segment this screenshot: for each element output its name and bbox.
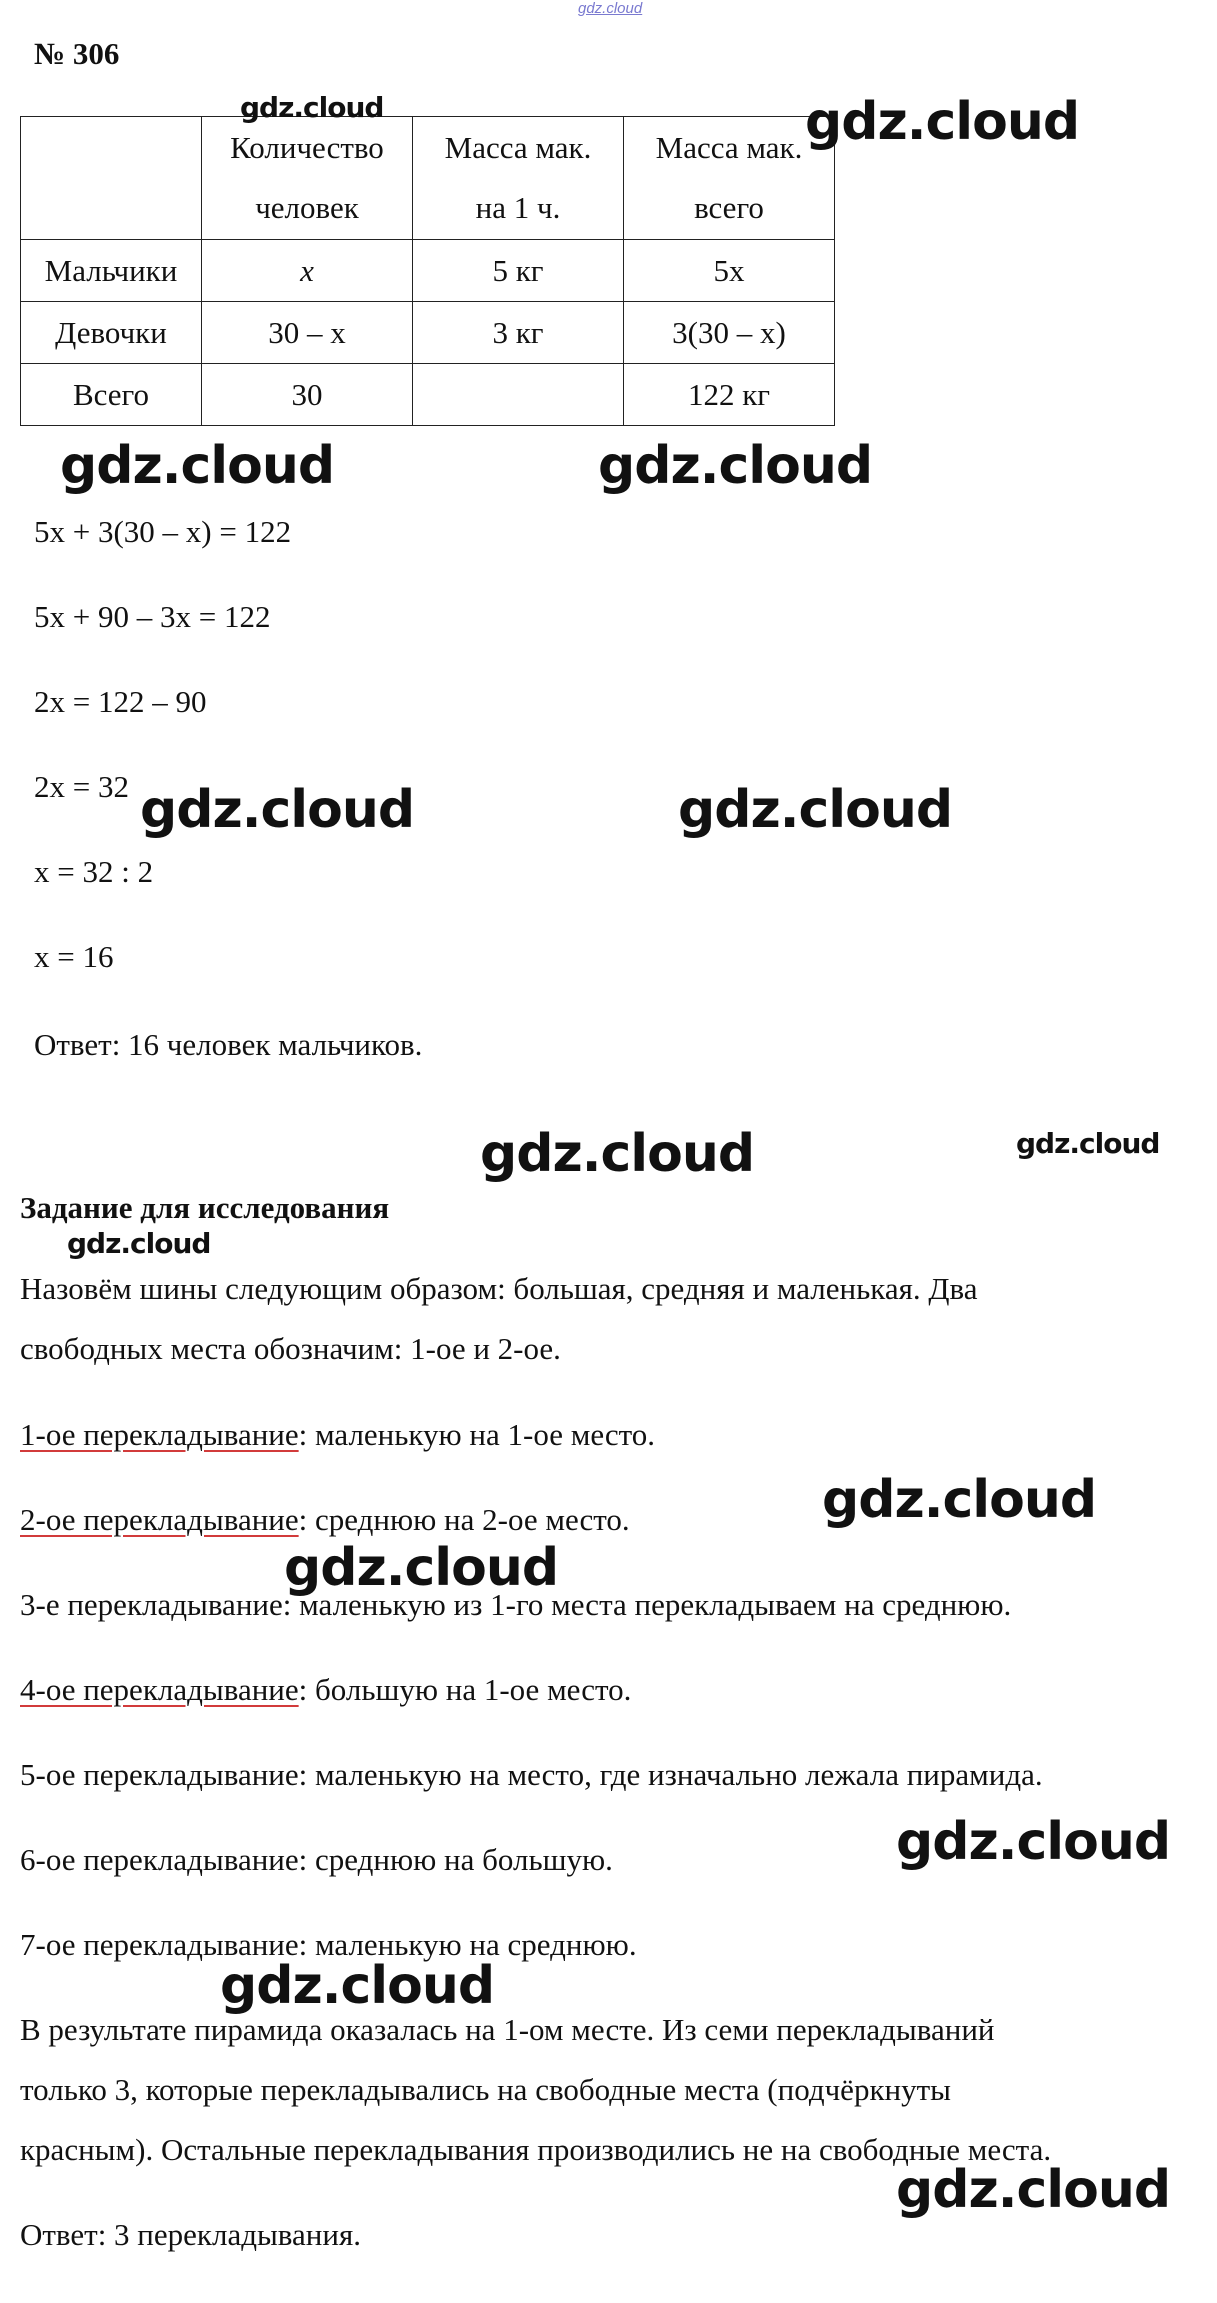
header-line: человек <box>255 190 359 225</box>
watermark: gdz.cloud <box>896 1812 1171 1872</box>
equation-line: 5x + 90 – 3x = 122 <box>34 599 271 634</box>
move-text: : маленькую из 1-го места перекладываем на среднюю. <box>282 1587 1012 1622</box>
watermark: gdz.cloud <box>896 2160 1171 2220</box>
table-header-row <box>21 117 835 240</box>
watermark: gdz.cloud <box>67 1227 211 1260</box>
move-line <box>20 1843 613 1877</box>
move-label: 2-ое перекладывание <box>20 1502 299 1537</box>
table-header-cell <box>202 117 413 240</box>
move-text: : большую на 1-ое место. <box>298 1672 632 1707</box>
move-label: 7-ое перекладывание <box>20 1927 299 1962</box>
conclusion-line: красным). Остальные перекладывания производились не на свободные места. <box>20 2132 1052 2167</box>
equation-line: 2x = 32 <box>34 769 129 804</box>
table-cell: 5 кг <box>413 240 624 302</box>
table-cell: 30 <box>202 364 413 426</box>
table-cell: 3(30 – x) <box>624 302 835 364</box>
research-intro-line: свободных места обозначим: 1-ое и 2-ое. <box>20 1331 561 1366</box>
watermark: gdz.cloud <box>140 780 415 840</box>
watermark: gdz.cloud <box>60 436 335 496</box>
table-row <box>21 240 835 302</box>
move-text: : маленькую на 1-ое место. <box>298 1417 656 1452</box>
table-cell: 30 – x <box>202 302 413 364</box>
conclusion-line: только 3, которые перекладывались на свободные места (подчёркнуты <box>20 2072 951 2107</box>
move-text: : среднюю на большую. <box>298 1842 613 1877</box>
move-label: 6-ое перекладывание <box>20 1842 299 1877</box>
watermark: gdz.cloud <box>284 1538 559 1598</box>
watermark: gdz.cloud <box>805 92 1080 152</box>
header-line: на 1 ч. <box>475 190 561 225</box>
equation-line: x = 32 : 2 <box>34 854 154 889</box>
table-header-cell <box>413 117 624 240</box>
watermark: gdz.cloud <box>480 1124 755 1184</box>
answer-two: Ответ: 3 перекладывания. <box>20 2217 361 2252</box>
watermark: gdz.cloud <box>1016 1127 1160 1160</box>
table-cell: 3 кг <box>413 302 624 364</box>
header-line: Масса мак. <box>444 130 592 165</box>
table-cell: 122 кг <box>624 364 835 426</box>
table-cell: Мальчики <box>21 240 202 302</box>
move-label: 1-ое перекладывание <box>20 1417 299 1452</box>
answer-one: Ответ: 16 человек мальчиков. <box>34 1027 423 1062</box>
move-text: : маленькую на место, где изначально лежала пирамида. <box>298 1757 1043 1792</box>
table-cell: x <box>202 240 413 302</box>
equation-line: x = 16 <box>34 939 114 974</box>
table-cell: 5x <box>624 240 835 302</box>
watermark: gdz.cloud <box>220 1956 495 2016</box>
data-table <box>20 116 835 426</box>
equation-line: 2x = 122 – 90 <box>34 684 207 719</box>
header-line: Масса мак. <box>655 130 803 165</box>
table-row <box>21 302 835 364</box>
move-line <box>20 1758 1043 1792</box>
move-line <box>20 1418 655 1452</box>
top-watermark-link[interactable]: gdz.cloud <box>578 0 643 17</box>
table-row <box>21 364 835 426</box>
watermark: gdz.cloud <box>598 436 873 496</box>
watermark: gdz.cloud <box>678 780 953 840</box>
move-label: 4-ое перекладывание <box>20 1672 299 1707</box>
table-cell: Девочки <box>21 302 202 364</box>
equation-line: 5x + 3(30 – x) = 122 <box>34 514 292 549</box>
table-cell: Всего <box>21 364 202 426</box>
move-label: 3-е перекладывание <box>20 1587 283 1622</box>
header-line: Количество <box>230 130 384 165</box>
move-line <box>20 1673 631 1707</box>
conclusion-line: В результате пирамида оказалась на 1-ом месте. Из семи перекладываний <box>20 2012 995 2047</box>
watermark: gdz.cloud <box>822 1470 1097 1530</box>
move-line <box>20 1503 630 1537</box>
move-text: : маленькую на среднюю. <box>298 1927 637 1962</box>
table-header-cell <box>21 117 202 240</box>
research-title: Задание для исследования <box>20 1190 390 1225</box>
research-intro-line: Назовём шины следующим образом: большая, средняя и маленькая. Два <box>20 1271 978 1306</box>
problem-number: № 306 <box>34 36 120 71</box>
move-label: 5-ое перекладывание <box>20 1757 299 1792</box>
table-cell <box>413 364 624 426</box>
header-line: всего <box>694 190 764 225</box>
watermark: gdz.cloud <box>240 91 384 124</box>
move-text: : среднюю на 2-ое место. <box>298 1502 630 1537</box>
table-header-cell <box>624 117 835 240</box>
